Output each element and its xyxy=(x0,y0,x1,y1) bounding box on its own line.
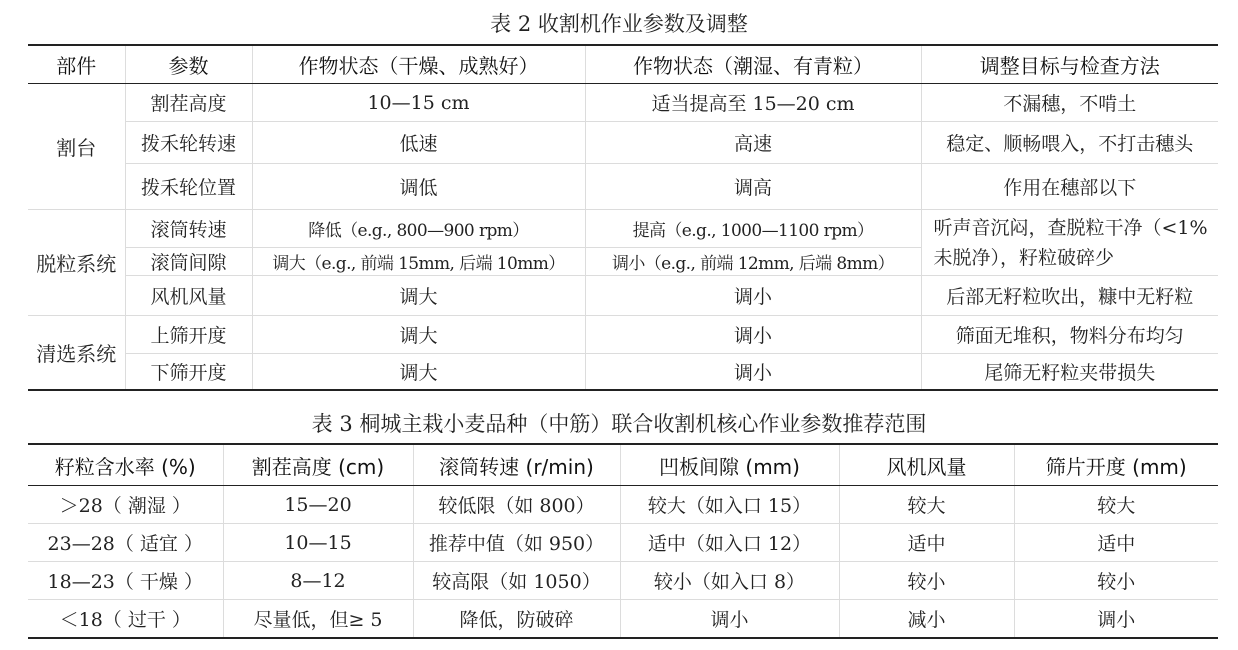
table-cell: 8—12 xyxy=(223,562,413,600)
wet-cell: 适当提高至 15—20 cm xyxy=(585,84,921,122)
wet-cell: 调高 xyxy=(585,164,921,210)
param-cell: 滚筒转速 xyxy=(125,210,252,248)
table2-caption: 表 2 收割机作业参数及调整 xyxy=(490,12,748,36)
table-row xyxy=(28,562,1218,600)
table-row xyxy=(28,524,1218,562)
table-cell: 15—20 xyxy=(223,486,413,524)
table-cell: ＜18（ 过干 ） xyxy=(28,600,223,639)
table-cell: 较小 xyxy=(839,562,1014,600)
group-cutting: 割台 xyxy=(28,84,125,210)
table-cell: 23—28（ 适宜 ） xyxy=(28,524,223,562)
dry-cell: 调低 xyxy=(252,164,585,210)
table-row xyxy=(28,122,1218,164)
table-cell: 尽量低，但≥ 5 xyxy=(223,600,413,639)
target-cell: 稳定、顺畅喂入，不打击穗头 xyxy=(921,122,1218,164)
column-header-target: 调整目标与检查方法 xyxy=(921,45,1218,84)
column-header-wet-crop: 作物状态（潮湿、有青粒） xyxy=(585,45,921,84)
target-cell: 尾筛无籽粒夹带损失 xyxy=(921,354,1218,390)
param-cell: 风机风量 xyxy=(125,276,252,316)
group-threshing: 脱粒系统 xyxy=(28,210,125,316)
table-cell: 较高限（如 1050） xyxy=(413,562,620,600)
param-cell: 滚筒间隙 xyxy=(125,248,252,276)
table-cell: 适中 xyxy=(839,524,1014,562)
table-row xyxy=(28,600,1218,639)
table-cell: 降低，防破碎 xyxy=(413,600,620,639)
table-cell: 调小 xyxy=(620,600,839,639)
table-cell: 适中（如入口 12） xyxy=(620,524,839,562)
group-cleaning: 清选系统 xyxy=(28,316,125,390)
table3-caption: 表 3 桐城主栽小麦品种（中筋）联合收割机核心作业参数推荐范围 xyxy=(311,412,927,436)
column-header-dry-crop: 作物状态（干燥、成熟好） xyxy=(252,45,585,84)
table-row xyxy=(28,354,1218,390)
table-row xyxy=(28,486,1218,524)
target-cell: 作用在穗部以下 xyxy=(921,164,1218,210)
param-cell: 割茬高度 xyxy=(125,84,252,122)
wet-cell: 调小 xyxy=(585,354,921,390)
table-cell: 10—15 xyxy=(223,524,413,562)
table-cell: 适中 xyxy=(1014,524,1218,562)
table-cell: ＞28（ 潮湿 ） xyxy=(28,486,223,524)
wet-cell: 调小 xyxy=(585,316,921,354)
table-row xyxy=(28,316,1218,354)
column-header-sieve-opening: 筛片开度 (mm) xyxy=(1014,444,1218,486)
param-cell: 拨禾轮转速 xyxy=(125,122,252,164)
wet-cell: 调小（e.g., 前端 12mm, 后端 8mm） xyxy=(585,248,921,276)
table-header-row xyxy=(28,444,1218,486)
table-row xyxy=(28,276,1218,316)
dry-cell: 降低（e.g., 800—900 rpm） xyxy=(252,210,585,248)
param-cell: 上筛开度 xyxy=(125,316,252,354)
table-cell: 较低限（如 800） xyxy=(413,486,620,524)
table-row xyxy=(28,84,1218,122)
column-header-fan-airflow: 风机风量 xyxy=(839,444,1014,486)
table-cell: 较大 xyxy=(839,486,1014,524)
threshing-target-cell: 听声音沉闷，查脱粒干净（<1% 未脱净），籽粒破碎少 xyxy=(921,210,1218,276)
table-cell: 调小 xyxy=(1014,600,1218,639)
recommended-parameters-table xyxy=(28,443,1218,639)
dry-cell: 低速 xyxy=(252,122,585,164)
table-cell: 较小（如入口 8） xyxy=(620,562,839,600)
param-cell: 下筛开度 xyxy=(125,354,252,390)
harvester-parameters-table xyxy=(28,44,1218,391)
target-cell: 不漏穗，不啃土 xyxy=(921,84,1218,122)
dry-cell: 调大 xyxy=(252,354,585,390)
dry-cell: 10—15 cm xyxy=(252,84,585,122)
wet-cell: 提高（e.g., 1000—1100 rpm） xyxy=(585,210,921,248)
dry-cell: 调大（e.g., 前端 15mm, 后端 10mm） xyxy=(252,248,585,276)
table-cell: 较小 xyxy=(1014,562,1218,600)
table-row xyxy=(28,164,1218,210)
param-cell: 拨禾轮位置 xyxy=(125,164,252,210)
wet-cell: 调小 xyxy=(585,276,921,316)
dry-cell: 调大 xyxy=(252,276,585,316)
wet-cell: 高速 xyxy=(585,122,921,164)
dry-cell: 调大 xyxy=(252,316,585,354)
table-cell: 减小 xyxy=(839,600,1014,639)
column-header-component: 部件 xyxy=(28,45,125,84)
column-header-stubble-height: 割茬高度 (cm) xyxy=(223,444,413,486)
table-row xyxy=(28,210,1218,248)
column-header-parameter: 参数 xyxy=(125,45,252,84)
column-header-moisture: 籽粒含水率 (%) xyxy=(28,444,223,486)
column-header-drum-speed: 滚筒转速 (r/min) xyxy=(413,444,620,486)
target-cell: 后部无籽粒吹出，糠中无籽粒 xyxy=(921,276,1218,316)
table-cell: 18—23（ 干燥 ） xyxy=(28,562,223,600)
table-cell: 较大 xyxy=(1014,486,1218,524)
target-cell: 筛面无堆积，物料分布均匀 xyxy=(921,316,1218,354)
column-header-concave-gap: 凹板间隙 (mm) xyxy=(620,444,839,486)
table-header-row xyxy=(28,45,1218,84)
table-cell: 较大（如入口 15） xyxy=(620,486,839,524)
table-cell: 推荐中值（如 950） xyxy=(413,524,620,562)
